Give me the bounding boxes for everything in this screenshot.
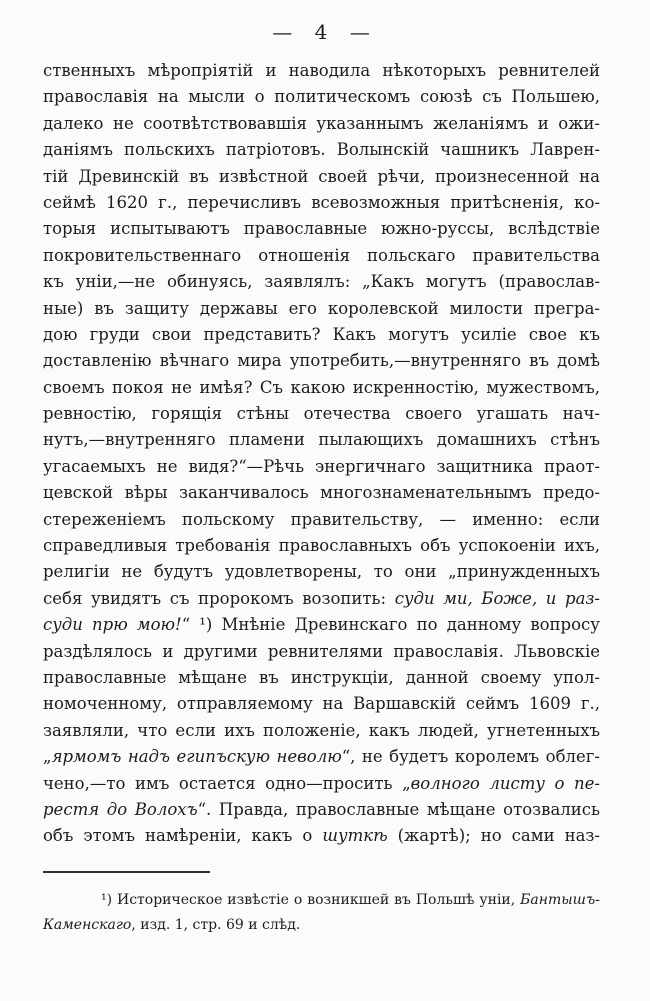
body-text-line bbox=[43, 823, 600, 849]
body-text-line bbox=[43, 137, 600, 163]
text-segment: дою груди свои представить? Какъ могутъ усиліе свое къ bbox=[43, 324, 600, 344]
body-text bbox=[43, 58, 600, 850]
body-text-line bbox=[43, 58, 600, 84]
footnote-line bbox=[43, 913, 600, 938]
body-text-line bbox=[43, 691, 600, 717]
italic-text-segment: ярмомъ надъ египъскую неволю bbox=[51, 747, 342, 767]
italic-text-segment: волного листу о пе- bbox=[410, 773, 600, 793]
body-text-line bbox=[43, 216, 600, 242]
text-segment: справедливыя требованія православныхъ объ успокоеніи ихъ, bbox=[43, 536, 600, 556]
text-segment: религіи не будутъ удовлетворены, то они „принужденныхъ bbox=[43, 562, 600, 582]
text-segment: “, не будетъ королемъ облег- bbox=[341, 747, 600, 767]
italic-text-segment: Каменскаго bbox=[43, 917, 132, 933]
text-segment: даніямъ польскихъ патріотовъ. Волынскій чашникъ Лаврен- bbox=[43, 140, 600, 160]
body-text-line bbox=[43, 190, 600, 216]
text-segment: торыя испытываютъ православные южно-руссы, вслѣдствіе bbox=[43, 219, 600, 239]
text-segment: ревностію, горящія стѣны отечества своего угашать нач- bbox=[43, 404, 600, 424]
text-segment: заявляли, что если ихъ положеніе, какъ людей, угнетенныхъ bbox=[43, 720, 600, 740]
italic-text-segment: суди ми, Боже, и раз- bbox=[394, 588, 601, 608]
text-segment: стереженіемъ польскому правительству, — именно: если bbox=[43, 509, 600, 529]
body-text-line bbox=[43, 111, 600, 137]
text-segment: объ этомъ намѣреніи, какъ о bbox=[43, 826, 323, 846]
body-text-line bbox=[43, 639, 600, 665]
body-text-line bbox=[43, 744, 600, 770]
footnote-line bbox=[43, 888, 600, 913]
text-segment: цевской вѣры заканчивалось многознаменательнымъ предо- bbox=[43, 483, 600, 503]
body-text-line bbox=[43, 559, 600, 585]
text-segment: къ уніи,—не обинуясь, заявлялъ: „Какъ могутъ (православ- bbox=[43, 272, 600, 292]
text-segment: сеймѣ 1620 г., перечисливъ всевозможныя притѣсненія, ко- bbox=[43, 192, 600, 212]
italic-text-segment: шуткѣ bbox=[322, 826, 388, 846]
italic-text-segment: суди прю мою! bbox=[43, 615, 182, 635]
text-segment: раздѣлялось и другими ревнителями православія. Львовскіе bbox=[43, 641, 600, 661]
text-segment: , изд. 1, стр. 69 и слѣд. bbox=[131, 917, 301, 933]
text-segment: далеко не соотвѣтствовавшія указаннымъ желаніямъ и ожи- bbox=[43, 113, 600, 133]
text-segment: угасаемыхъ не видя?“—Рѣчь энергичнаго защитника праот- bbox=[43, 456, 600, 476]
footnote bbox=[43, 888, 600, 938]
italic-text-segment: рестя до Волохъ bbox=[43, 799, 198, 819]
italic-text-segment: Бантышъ- bbox=[520, 892, 600, 908]
body-text-line bbox=[43, 164, 600, 190]
body-text-line bbox=[43, 586, 600, 612]
body-text-line bbox=[43, 427, 600, 453]
body-text-line bbox=[43, 296, 600, 322]
text-segment: нутъ,—внутренняго пламени пылающихъ домашнихъ стѣнъ bbox=[43, 430, 600, 450]
text-segment: ные) въ защиту державы его королевской милости прегра- bbox=[43, 298, 600, 318]
body-text-line bbox=[43, 348, 600, 374]
text-segment: “ ¹) Мнѣніе Древинскаго по данному вопросу bbox=[181, 615, 600, 635]
body-text-line bbox=[43, 665, 600, 691]
body-text-line bbox=[43, 612, 600, 638]
text-segment: номоченному, отправляемому на Варшавскій сеймъ 1609 г., bbox=[43, 694, 600, 714]
body-text-line bbox=[43, 533, 600, 559]
body-text-line bbox=[43, 771, 600, 797]
body-text-line bbox=[43, 454, 600, 480]
body-text-line bbox=[43, 322, 600, 348]
body-text-line bbox=[43, 243, 600, 269]
text-segment: православія на мысли о политическомъ союзѣ съ Польшею, bbox=[43, 87, 600, 107]
text-segment: тій Древинскій въ извѣстной своей рѣчи, произнесенной на bbox=[43, 166, 600, 186]
text-segment: себя увидятъ съ пророкомъ возопить: bbox=[43, 588, 395, 608]
text-segment: „ bbox=[43, 747, 52, 767]
text-segment: чено,—то имъ остается одно—просить „ bbox=[43, 773, 411, 793]
footnote-separator bbox=[43, 871, 210, 873]
body-text-line bbox=[43, 718, 600, 744]
body-text-line bbox=[43, 375, 600, 401]
text-segment: своемъ покоя не имѣя? Съ какою искренностію, мужествомъ, bbox=[43, 377, 600, 397]
body-text-line bbox=[43, 507, 600, 533]
body-text-line bbox=[43, 269, 600, 295]
text-segment: православные мѣщане въ инструкціи, данной своему упол- bbox=[43, 667, 600, 687]
page-number-header: — 4 — bbox=[272, 20, 371, 44]
body-text-line bbox=[43, 797, 600, 823]
text-segment: покровительственнаго отношенія польскаго правительства bbox=[43, 245, 600, 265]
text-segment: ственныхъ мѣропріятій и наводила нѣкоторыхъ ревнителей bbox=[43, 61, 600, 80]
body-text-line bbox=[43, 84, 600, 110]
body-text-line bbox=[43, 401, 600, 427]
text-segment: (жартѣ); но сами наз- bbox=[387, 826, 600, 846]
text-segment: “. Правда, православные мѣщане отозвались bbox=[197, 799, 601, 819]
text-segment: доставленію вѣчнаго мира употребить,—внутренняго въ домѣ bbox=[43, 351, 600, 371]
body-text-line bbox=[43, 480, 600, 506]
text-segment: ¹) Историческое извѣстіе о возникшей въ Польшѣ уніи, bbox=[101, 892, 521, 908]
